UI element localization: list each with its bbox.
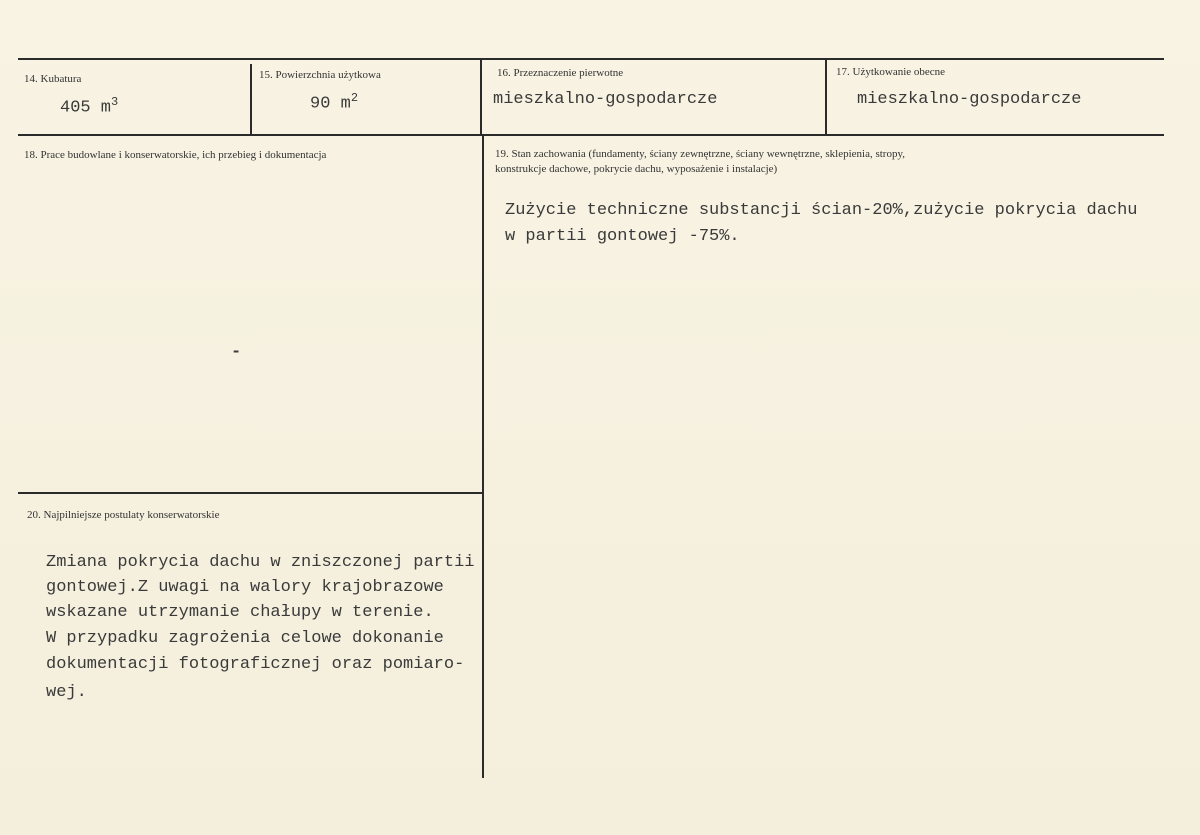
field-15-label: 15. Powierzchnia użytkowa [259,69,381,81]
divider-14-15 [250,64,252,136]
header-row-bottom-line [18,134,1164,136]
field-20-text-line-1: Zmiana pokrycia dachu w zniszczonej partii [46,553,475,572]
field-19-text-line-2: w partii gontowej -75%. [505,227,740,246]
field-20-label: 20. Najpilniejsze postulaty konserwatorskie [27,509,220,521]
top-border-line [18,58,1164,60]
divider-15-16 [480,60,482,136]
field-17-label: 17. Użytkowanie obecne [836,66,946,78]
main-vertical-divider [482,134,484,778]
field-17-value: mieszkalno-gospodarcze [857,90,1082,109]
field-18-value: - [231,343,242,362]
field-20-text-line-2: gontowej.Z uwagi na walory krajobrazowe [46,578,444,597]
field-18-label: 18. Prace budowlane i konserwatorskie, ich przebieg i dokumentacja [24,149,327,161]
field-19-text-line-1: Zużycie techniczne substancji ścian-20%,zużycie pokrycia dachu [505,201,1138,220]
field-19-label-line-2: konstrukcje dachowe, pokrycie dachu, wyposażenie i instalacje) [495,163,778,175]
divider-16-17 [825,60,827,134]
section-20-top-line [18,492,482,494]
field-15-value: 90 $m^2$ [310,91,359,114]
field-20-text-line-4: W przypadku zagrożenia celowe dokonanie [46,629,444,648]
field-14-label: 14. Kubatura [24,73,82,85]
field-20-text-line-3: wskazane utrzymanie chałupy w terenie. [46,603,434,622]
field-16-value: mieszkalno-gospodarcze [493,90,718,109]
field-20-text-line-5: dokumentacji fotograficznej oraz pomiaro- [46,655,465,674]
field-20-text-line-6: wej. [46,683,87,702]
field-14-value: 405 $m^3$ [60,95,119,118]
field-19-label-line-1: 19. Stan zachowania (fundamenty, ściany zewnętrzne, ściany wewnętrzne, sklepienia, stropy, [495,148,906,160]
field-16-label: 16. Przeznaczenie pierwotne [497,67,624,79]
